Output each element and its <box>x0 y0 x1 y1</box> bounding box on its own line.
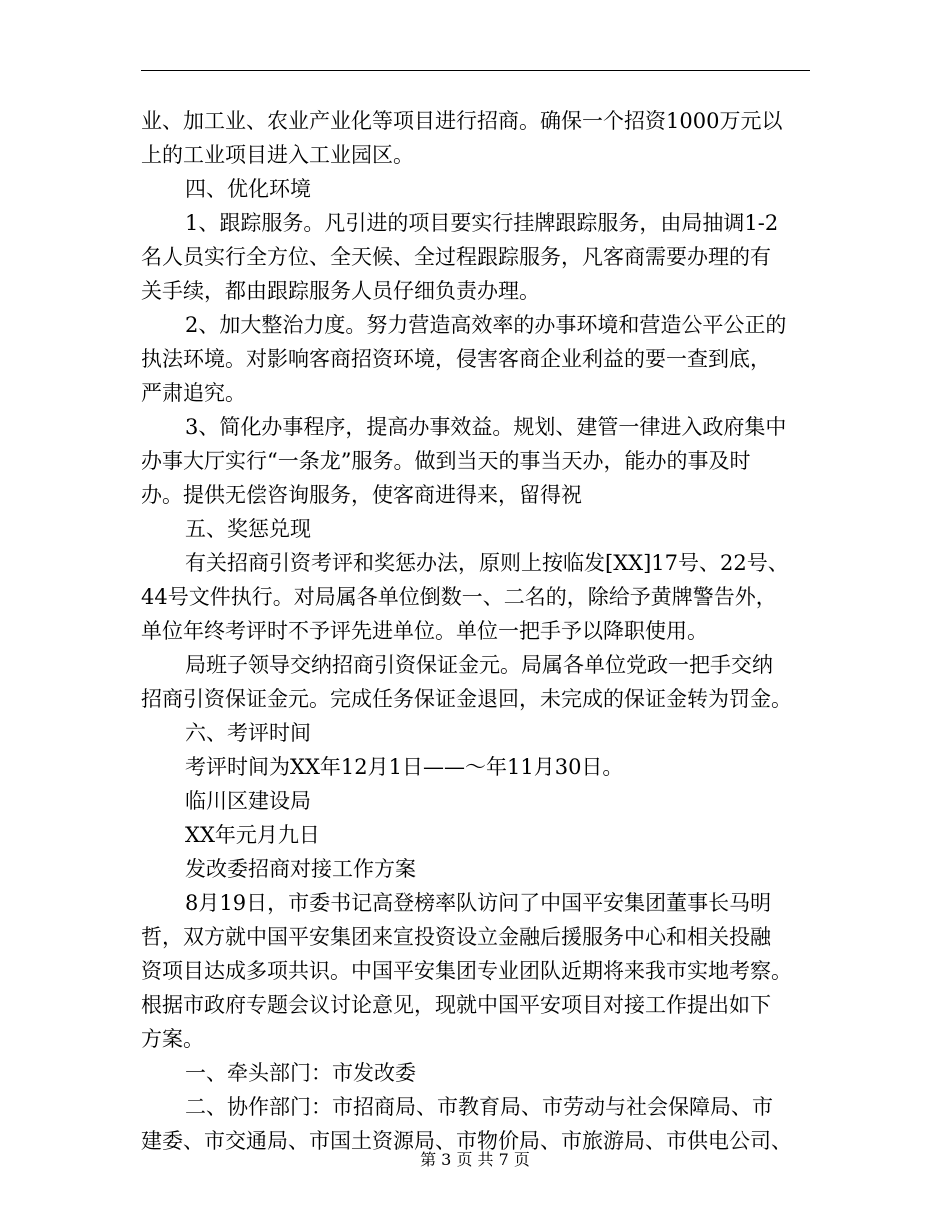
paragraph-line: 资项目达成多项共识。中国平安集团专业团队近期将来我市实地考察。 <box>141 959 792 983</box>
paragraph-line: 严肃追究。 <box>141 381 246 405</box>
paragraph-line-indented: 8月19日，市委书记高登榜率队访问了中国平安集团董事长马明 <box>185 891 772 915</box>
paragraph-line: 建委、市交通局、市国土资源局、市物价局、市旅游局、市供电公司、 <box>141 1129 792 1153</box>
document-body <box>141 104 813 1158</box>
page-number-footer: 第 3 页 共 7 页 <box>420 1150 530 1169</box>
header-rule <box>141 70 810 71</box>
paragraph-line-indented: 有关招商引资考评和奖惩办法，原则上按临发[XX]17号、22号、 <box>185 551 789 575</box>
paragraph-line: 办。提供无偿咨询服务，使客商进得来，留得祝 <box>141 483 582 507</box>
paragraph-line-indented: 一、牵头部门：市发改委 <box>185 1061 416 1085</box>
paragraph-line-indented: 六、考评时间 <box>185 721 311 745</box>
paragraph-line: 44号文件执行。对局属各单位倒数一、二名的，除给予黄牌警告外， <box>141 585 777 609</box>
paragraph-line: 单位年终考评时不予评先进单位。单位一把手予以降职使用。 <box>141 619 708 643</box>
paragraph-line: 根据市政府专题会议讨论意见，现就中国平安项目对接工作提出如下 <box>141 993 771 1017</box>
paragraph-line-indented: XX年元月九日 <box>185 823 320 847</box>
paragraph-line: 关手续，都由跟踪服务人员仔细负责办理。 <box>141 279 540 303</box>
paragraph-line: 招商引资保证金元。完成任务保证金退回，未完成的保证金转为罚金。 <box>141 687 792 711</box>
paragraph-line: 执法环境。对影响客商招资环境，侵害客商企业利益的要一查到底， <box>141 347 771 371</box>
paragraph-line-indented: 二、协作部门：市招商局、市教育局、市劳动与社会保障局、市 <box>185 1095 773 1119</box>
paragraph-line: 哲，双方就中国平安集团来宣投资设立金融后援服务中心和相关投融 <box>141 925 771 949</box>
paragraph-line: 业、加工业、农业产业化等项目进行招商。确保一个招资1000万元以 <box>141 109 783 133</box>
paragraph-line-indented: 局班子领导交纳招商引资保证金元。局属各单位党政一把手交纳 <box>185 653 773 677</box>
paragraph-line-indented: 发改委招商对接工作方案 <box>185 857 416 881</box>
paragraph-line-indented: 考评时间为XX年12月1日——～年11月30日。 <box>185 755 624 779</box>
paragraph-line-indented: 四、优化环境 <box>185 177 311 201</box>
paragraph-line-indented: 2、加大整治力度。努力营造高效率的办事环境和营造公平公正的 <box>185 313 787 337</box>
paragraph-line: 办事大厅实行“一条龙”服务。做到当天的事当天办，能办的事及时 <box>141 449 751 473</box>
paragraph-line-indented: 3、简化办事程序，提高办事效益。规划、建管一律进入政府集中 <box>185 415 787 439</box>
paragraph-line-indented: 五、奖惩兑现 <box>185 517 311 541</box>
paragraph-line: 方案。 <box>141 1027 204 1051</box>
paragraph-line: 名人员实行全方位、全天候、全过程跟踪服务，凡客商需要办理的有 <box>141 245 771 269</box>
paragraph-line-indented: 1、跟踪服务。凡引进的项目要实行挂牌跟踪服务，由局抽调1-2 <box>185 211 779 235</box>
paragraph-line: 上的工业项目进入工业园区。 <box>141 143 414 167</box>
paragraph-line-indented: 临川区建设局 <box>185 789 311 813</box>
